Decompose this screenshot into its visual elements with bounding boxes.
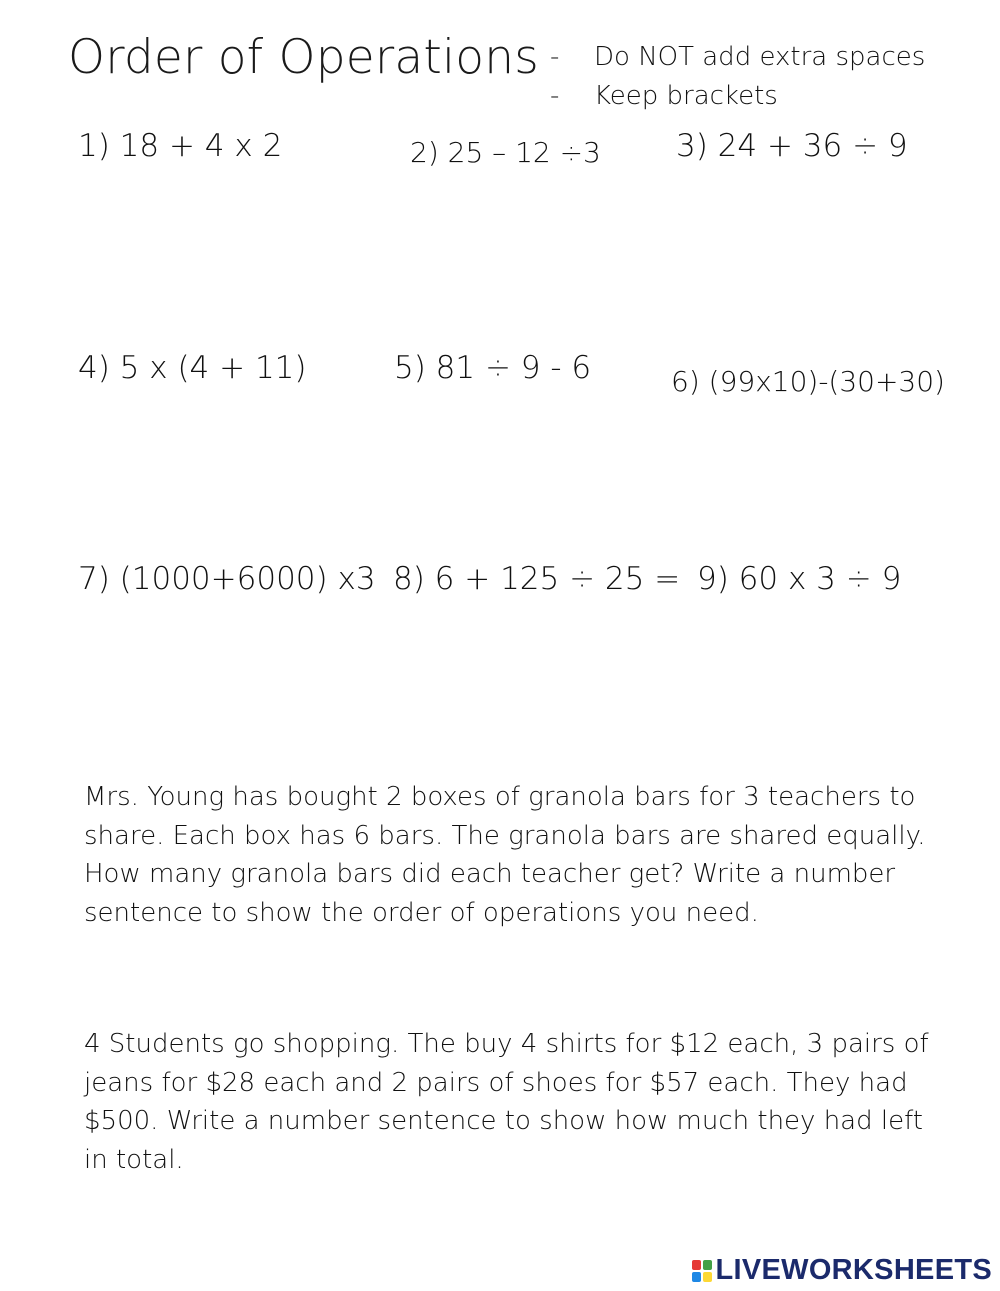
word-problem-2: 4 Students go shopping. The buy 4 shirts for $12 each, 3 pairs of jeans for $28 each and 2 pairs of shoes for $57 each. They had $500. Write a number sentence to show how much they had left in total.	[84, 1029, 929, 1175]
rule-item	[550, 42, 925, 72]
rule-bullet: -	[550, 42, 560, 72]
logo-text: LIVEWORKSHEETS	[715, 1254, 992, 1286]
question-6: 6) (99x10)-(30+30)	[671, 365, 945, 398]
question-5: 5) 81 ÷ 9 - 6	[394, 350, 592, 386]
liveworksheets-logo	[692, 1254, 993, 1287]
question-7: 7) (1000+6000) x3	[78, 561, 376, 597]
logo-blocks-icon	[692, 1260, 712, 1282]
page-title: Order of Operations	[68, 30, 539, 85]
question-1: 1) 18 + 4 x 2	[78, 128, 283, 164]
question-8: 8) 6 + 125 ÷ 25 =	[393, 561, 681, 597]
question-2: 2) 25 – 12 ÷3	[410, 136, 601, 169]
question-3: 3) 24 + 36 ÷ 9	[676, 128, 908, 164]
rule-item	[550, 81, 778, 111]
rule-text: Do NOT add extra spaces	[594, 42, 926, 72]
rule-text: Keep brackets	[594, 81, 778, 111]
word-problem-1: Mrs. Young has bought 2 boxes of granola bars for 3 teachers to share. Each box has 6 bars. The granola bars are shared equally. How many granola bars did each teacher get? Write a number sentence to show the order of operations you need.	[84, 782, 926, 928]
rule-bullet: -	[550, 81, 560, 111]
question-4: 4) 5 x (4 + 11)	[78, 350, 307, 386]
question-9: 9) 60 x 3 ÷ 9	[697, 561, 902, 597]
